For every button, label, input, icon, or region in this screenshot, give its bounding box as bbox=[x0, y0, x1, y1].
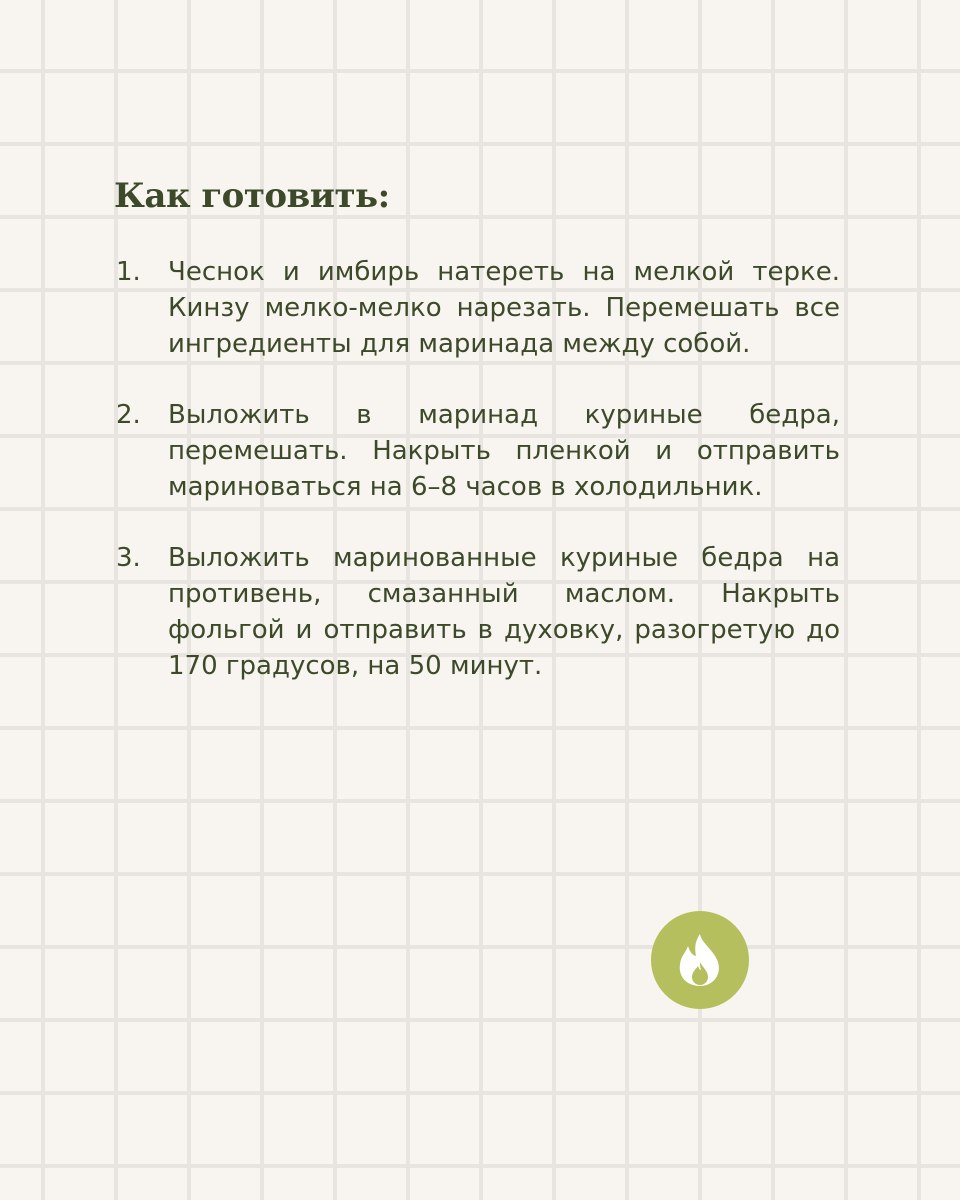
steps-list bbox=[116, 254, 840, 719]
step-text: Выложить в маринад куриные бедра, перемешать. Накрыть пленкой и отправить мариноваться на 6–8 часов в холодильник. bbox=[168, 400, 840, 502]
step-number: 3. bbox=[116, 543, 141, 573]
step-text: Чеснок и имбирь натереть на мелкой терке. Кинзу мелко-мелко нарезать. Перемешать все ингредиенты для маринада между собой. bbox=[168, 257, 840, 359]
step-item bbox=[116, 540, 840, 684]
step-number: 2. bbox=[116, 400, 141, 430]
flame-badge bbox=[651, 911, 749, 1009]
step-text: Выложить маринованные куриные бедра на противень, смазанный маслом. Накрыть фольгой и отправить в духовку, разогретую до 170 градусов, на 50 минут. bbox=[168, 543, 840, 681]
flame-icon bbox=[674, 932, 726, 988]
page-title: Как готовить: bbox=[114, 176, 390, 216]
step-item bbox=[116, 254, 840, 362]
step-item bbox=[116, 397, 840, 505]
step-number: 1. bbox=[116, 257, 141, 287]
